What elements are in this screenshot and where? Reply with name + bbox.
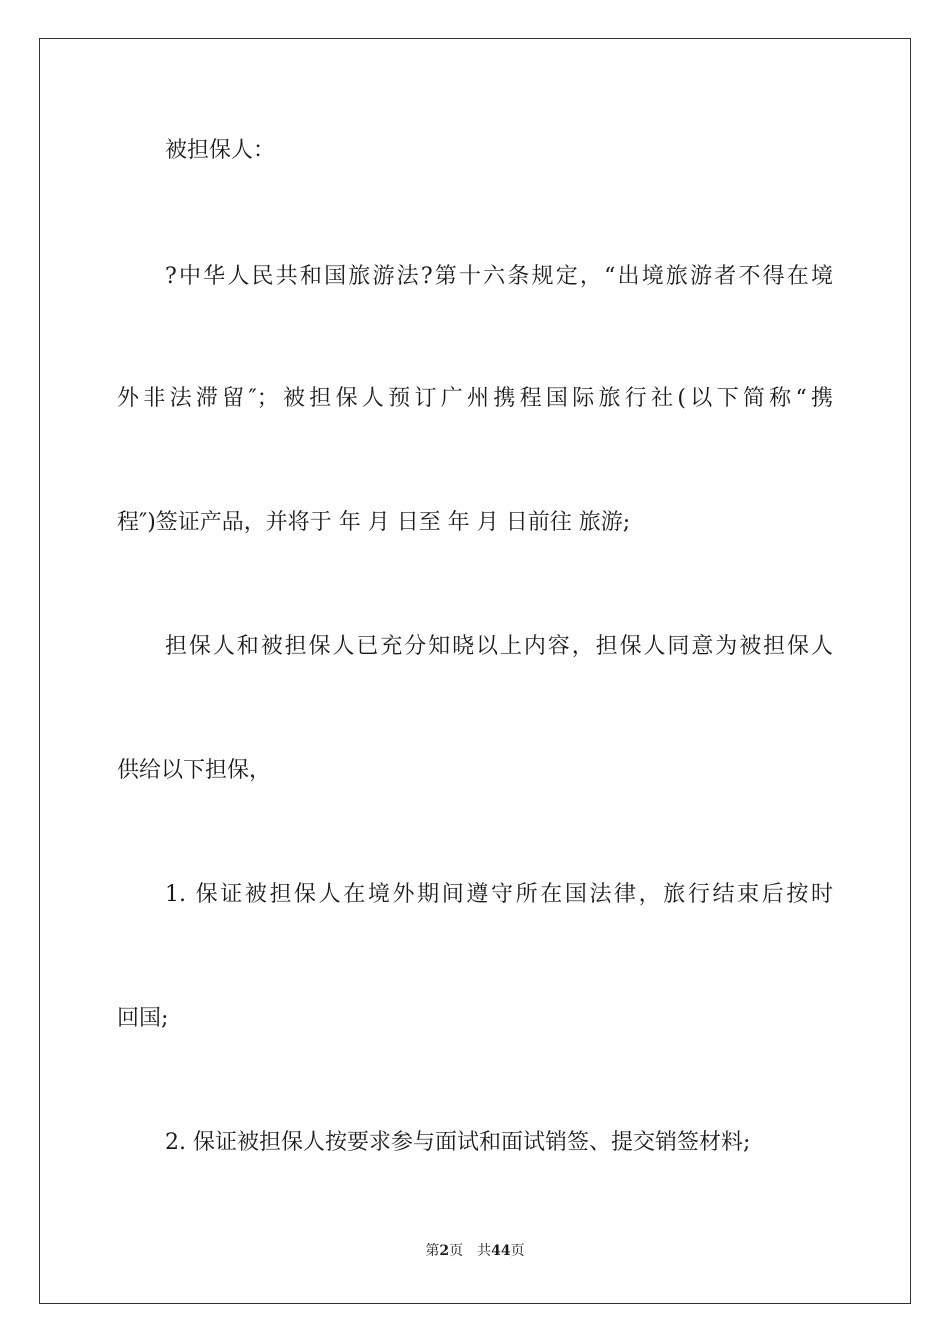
paragraph-2-line-1: 担保人和被担保人已充分知晓以上内容，担保人同意为被担保人 xyxy=(165,634,833,659)
page-footer xyxy=(0,1241,950,1261)
footer-total-suffix: 页 xyxy=(510,1243,525,1259)
footer-page-prefix: 第 xyxy=(425,1243,440,1259)
item-2-line-1: 2. 保证被担保人按要求参与面试和面试销签、提交销签材料; xyxy=(165,1130,751,1155)
footer-total-prefix: 共 xyxy=(477,1243,492,1259)
footer-total-pages: 44 xyxy=(491,1243,511,1259)
paragraph-2-line-2: 供给以下担保， xyxy=(117,758,272,783)
item-1-line-2: 回国; xyxy=(117,1006,169,1031)
footer-page-suffix: 页 xyxy=(449,1243,464,1259)
paragraph-1-line-1: ?中华人民共和国旅游法?第十六条规定，“出境旅游者不得在境 xyxy=(165,264,833,289)
page-border xyxy=(39,38,911,1304)
paragraph-1-line-3: 程″)签证产品，并将于 年 月 日至 年 月 日前往 旅游; xyxy=(117,510,631,535)
item-1-line-1: 1. 保证被担保人在境外期间遵守所在国法律，旅行结束后按时 xyxy=(165,882,833,907)
paragraph-1-line-2: 外非法滞留″；被担保人预订广州携程国际旅行社(以下简称“携 xyxy=(117,386,833,411)
footer-page-number: 2 xyxy=(439,1243,450,1259)
addressee-line: 被担保人： xyxy=(165,138,276,163)
